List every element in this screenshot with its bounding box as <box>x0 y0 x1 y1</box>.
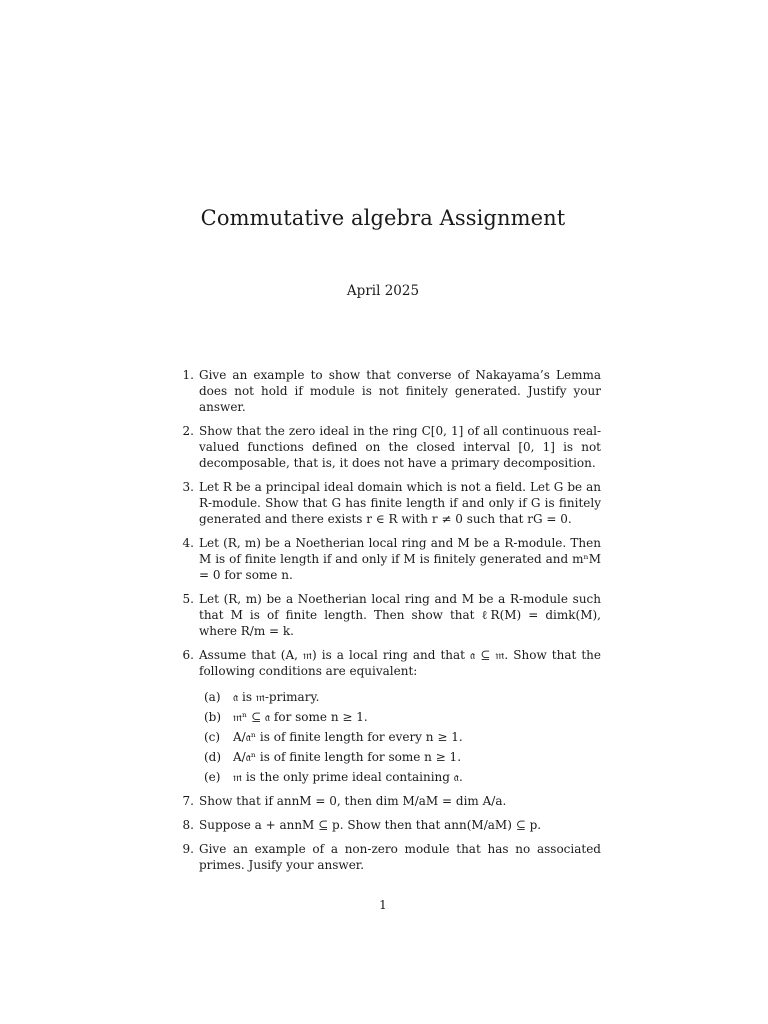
subpart-label: (d) <box>204 750 222 764</box>
problem-number: 8. <box>182 818 194 832</box>
problem-text: Let R be a principal ideal domain which is not a field. Let G be an R-module. Show that G has finite length if and only if G is finitely generated and there exists r ∈ R with r ≠ 0 such that rG = 0. <box>199 480 601 526</box>
subpart-item <box>204 729 601 745</box>
problem-number: 2. <box>182 424 194 438</box>
subpart-text: 𝔪 is the only prime ideal containing 𝔞. <box>233 770 463 784</box>
problem-text: Let (R, m) be a Noetherian local ring and M be a R-module such that M is of finite length. Then show that ℓR(M) = dimk(M), where R/m = k. <box>199 592 601 638</box>
problem-number: 9. <box>182 842 194 856</box>
problem-number: 4. <box>182 536 194 550</box>
problem-item <box>176 647 601 785</box>
problem-item <box>176 793 601 809</box>
subpart-text: 𝔪ⁿ ⊆ 𝔞 for some n ≥ 1. <box>233 710 368 724</box>
problem-item <box>176 591 601 639</box>
problem-item <box>176 841 601 873</box>
problem-number: 3. <box>182 480 194 494</box>
problem-item <box>176 367 601 415</box>
subpart-text: A/𝔞ⁿ is of finite length for some n ≥ 1. <box>233 750 462 764</box>
subpart-label: (c) <box>204 730 221 744</box>
subpart-text: A/𝔞ⁿ is of finite length for every n ≥ 1. <box>233 730 463 744</box>
page-number: 1 <box>379 898 387 912</box>
problem-text: Assume that (A, 𝔪) is a local ring and that 𝔞 ⊆ 𝔪. Show that the following conditions are equivalent: <box>199 648 601 678</box>
subpart-item <box>204 749 601 765</box>
problem-text: Show that the zero ideal in the ring C[0, 1] of all continuous real-valued functions defined on the closed interval [0, 1] is not decomposable, that is, it does not have a primary decomposition. <box>199 424 601 470</box>
subpart-item <box>204 769 601 785</box>
problem-text: Let (R, m) be a Noetherian local ring and M be a R-module. Then M is of finite length if and only if M is finitely generated and mⁿM = 0 for some n. <box>199 536 601 582</box>
problem-item <box>176 423 601 471</box>
problem-text: Suppose a + annM ⊆ p. Show then that ann(M/aM) ⊆ p. <box>199 818 542 832</box>
problem-item <box>176 535 601 583</box>
problem-number: 1. <box>182 368 194 382</box>
problem-list <box>176 367 601 881</box>
problem-number: 7. <box>182 794 194 808</box>
subpart-text: 𝔞 is 𝔪-primary. <box>233 690 320 704</box>
subpart-list <box>204 689 601 785</box>
problem-text: Give an example to show that converse of Nakayama’s Lemma does not hold if module is not finitely generated. Justify your answer. <box>199 368 601 414</box>
document-date: April 2025 <box>346 283 420 299</box>
document-title: Commutative algebra Assignment <box>200 206 566 230</box>
problem-number: 6. <box>182 648 194 662</box>
subpart-item <box>204 689 601 705</box>
problem-text: Show that if annM = 0, then dim M/aM = dim A/a. <box>199 794 507 808</box>
problem-text: Give an example of a non-zero module that has no associated primes. Jusify your answer. <box>199 842 601 872</box>
subpart-label: (e) <box>204 770 221 784</box>
problem-number: 5. <box>182 592 194 606</box>
subpart-label: (b) <box>204 710 222 724</box>
problem-item <box>176 817 601 833</box>
problem-item <box>176 479 601 527</box>
subpart-item <box>204 709 601 725</box>
subpart-label: (a) <box>204 690 221 704</box>
